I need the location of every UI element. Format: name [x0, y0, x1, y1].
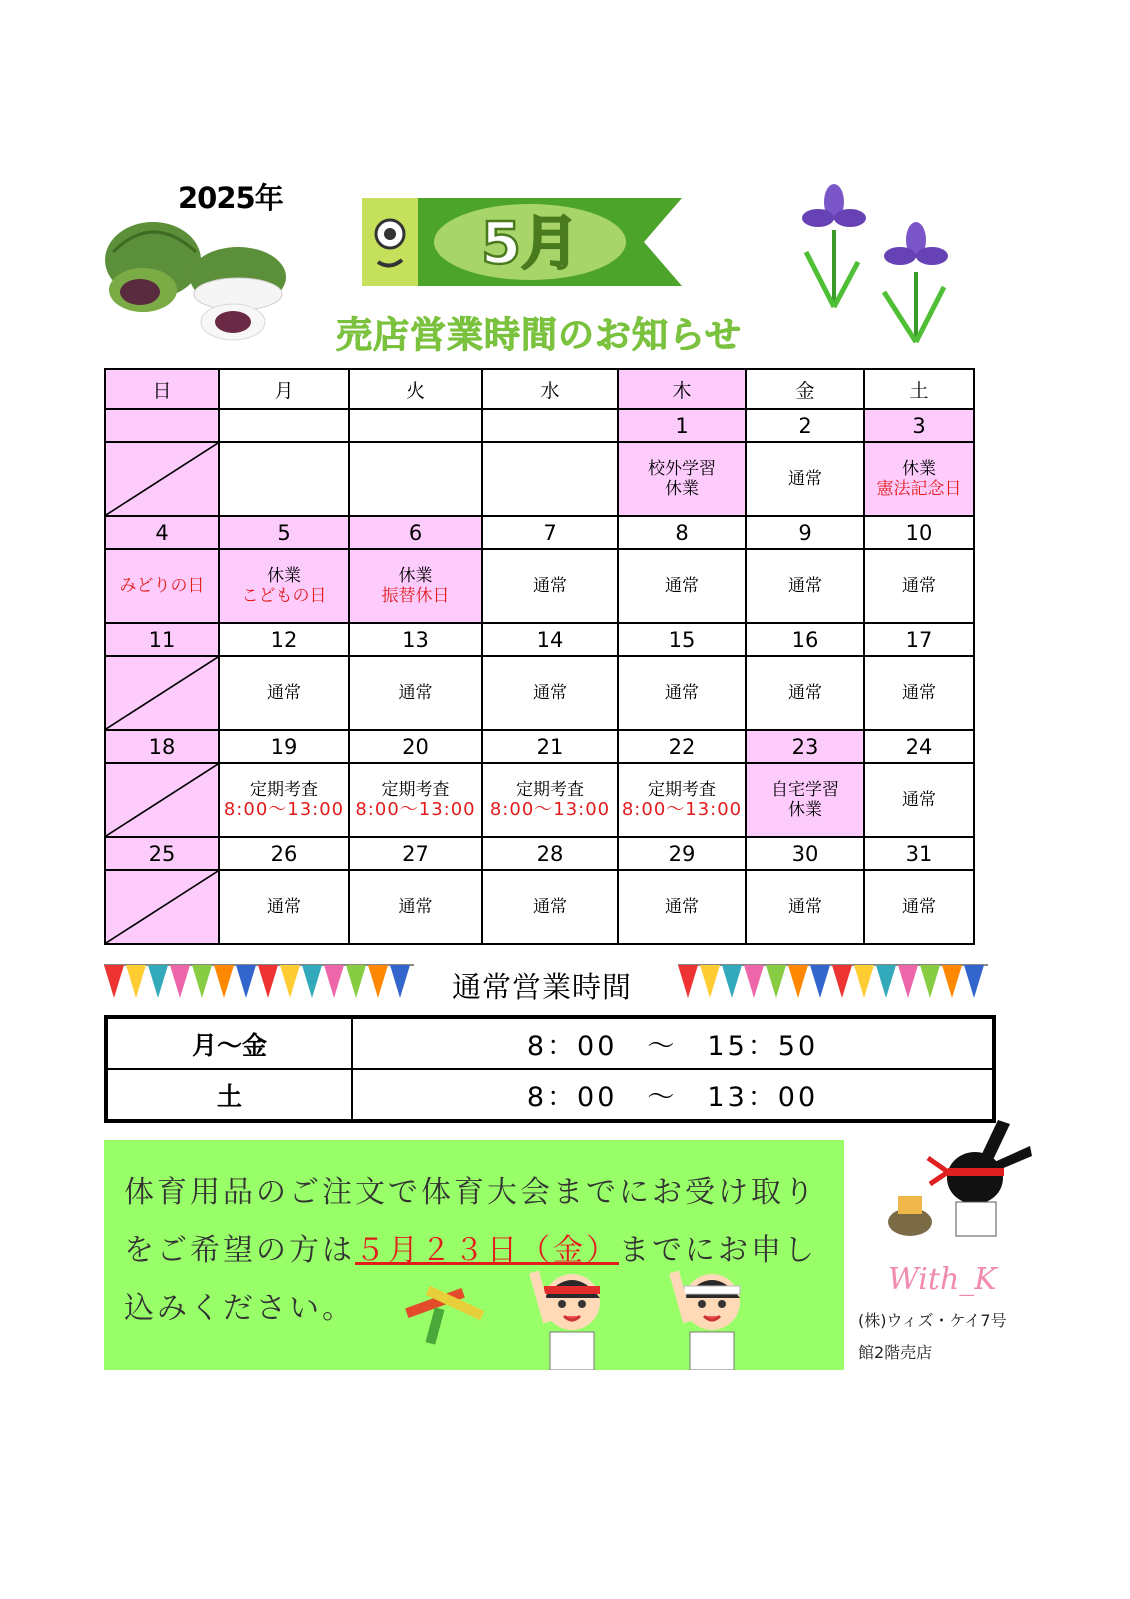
company-logo: With_K	[888, 1262, 997, 1297]
flag-icon	[390, 965, 410, 998]
month-label: 5月	[480, 209, 580, 277]
date-cell: 3	[864, 409, 974, 442]
status-cell	[618, 442, 746, 516]
status-cell	[618, 870, 746, 944]
student-cheering-icon-2	[664, 1262, 754, 1370]
bunting-flags-right	[678, 962, 988, 1002]
status-cell	[349, 870, 482, 944]
status-cell	[864, 656, 974, 730]
notice-after: までにお申し込みください。	[124, 1233, 817, 1326]
date-cell: 6	[349, 516, 482, 549]
kashiwa-mochi-icon	[98, 212, 298, 342]
flag-icon	[258, 965, 278, 998]
weekday-wed: 水	[482, 369, 618, 409]
status-cell	[746, 549, 864, 623]
status-cell	[219, 870, 349, 944]
status-row	[105, 870, 974, 944]
date-cell: 21	[482, 730, 618, 763]
hours-table	[104, 1015, 996, 1123]
date-cell	[482, 409, 618, 442]
status-line-2: 休業	[665, 479, 699, 499]
status-cell	[219, 763, 349, 837]
flag-icon	[302, 965, 322, 998]
notice-box	[104, 1140, 844, 1370]
flag-icon	[766, 965, 786, 998]
status-line-1: 通常	[398, 897, 433, 917]
status-cell	[482, 442, 618, 516]
status-line-1: 通常	[788, 897, 822, 917]
status-line-1: 休業	[267, 566, 301, 586]
calendar-table	[104, 368, 975, 945]
flag-icon	[192, 965, 212, 998]
status-cell	[219, 442, 349, 516]
status-line-1: 通常	[788, 469, 822, 489]
status-cell	[746, 656, 864, 730]
date-cell: 22	[618, 730, 746, 763]
status-line-1: 定期考査	[250, 780, 318, 800]
flag-icon	[368, 965, 388, 998]
status-cell	[105, 870, 219, 944]
date-cell: 23	[746, 730, 864, 763]
date-cell: 17	[864, 623, 974, 656]
status-line-1: 定期考査	[648, 780, 716, 800]
date-row	[105, 623, 974, 656]
diagonal-slash-icon	[106, 657, 218, 729]
date-cell: 1	[618, 409, 746, 442]
bunting-flags-left	[104, 962, 414, 1002]
flag-icon	[324, 965, 344, 998]
status-cell	[482, 656, 618, 730]
status-cell	[349, 763, 482, 837]
status-line-1: 通常	[267, 683, 301, 703]
status-line-2: 8:00～13:00	[355, 799, 476, 820]
status-line-1: 通常	[665, 683, 699, 703]
page-title: 売店営業時間のお知らせ	[336, 315, 742, 356]
status-cell	[482, 549, 618, 623]
status-cell	[219, 549, 349, 623]
date-cell: 24	[864, 730, 974, 763]
status-cell	[864, 870, 974, 944]
status-cell	[482, 763, 618, 837]
weekday-tue: 火	[349, 369, 482, 409]
status-row	[105, 656, 974, 730]
status-cell	[618, 656, 746, 730]
status-line-1: 通常	[788, 576, 822, 596]
flag-icon	[170, 965, 190, 998]
status-line-1: 休業	[902, 459, 936, 479]
status-line-1: 通常	[533, 576, 567, 596]
flag-icon	[810, 965, 830, 998]
status-cell	[482, 870, 618, 944]
weekday-thu: 木	[618, 369, 746, 409]
hours-row-saturday	[106, 1069, 994, 1121]
flag-icon	[920, 965, 940, 998]
status-cell	[349, 656, 482, 730]
date-cell: 20	[349, 730, 482, 763]
status-line-1: 通常	[533, 897, 567, 917]
date-cell: 14	[482, 623, 618, 656]
status-line-2: 憲法記念日	[876, 479, 962, 499]
status-cell	[349, 442, 482, 516]
date-row	[105, 516, 974, 549]
flag-icon	[876, 965, 896, 998]
date-row	[105, 837, 974, 870]
hours-value-saturday: 8：00 ～ 13：00	[352, 1069, 994, 1121]
date-cell: 25	[105, 837, 219, 870]
status-line-2: みどりの日	[119, 576, 205, 596]
status-line-1: 通常	[788, 683, 822, 703]
status-line-1: 定期考査	[516, 780, 584, 800]
date-cell: 9	[746, 516, 864, 549]
status-line-1: 通常	[533, 683, 567, 703]
date-cell: 29	[618, 837, 746, 870]
flag-icon	[700, 965, 720, 998]
date-cell	[219, 409, 349, 442]
flag-icon	[722, 965, 742, 998]
status-line-1: 校外学習	[648, 459, 716, 479]
rabbit-mascot-icon	[880, 1118, 1040, 1248]
status-line-1: 通常	[902, 897, 936, 917]
weekday-header-row	[105, 369, 974, 409]
status-line-1: 休業	[398, 566, 433, 586]
date-cell: 11	[105, 623, 219, 656]
date-cell	[349, 409, 482, 442]
date-cell: 10	[864, 516, 974, 549]
status-line-1: 通常	[902, 790, 936, 810]
status-line-2: 8:00～13:00	[621, 799, 743, 820]
iris-flower-icon	[796, 182, 956, 352]
date-cell	[105, 409, 219, 442]
weekday-sun: 日	[105, 369, 219, 409]
flag-icon	[788, 965, 808, 998]
company-info	[858, 1305, 1038, 1369]
notice-deadline: ５月２３日（金）	[355, 1233, 619, 1268]
date-cell: 27	[349, 837, 482, 870]
diagonal-slash-icon	[106, 443, 218, 515]
status-cell	[864, 763, 974, 837]
diagonal-slash-icon	[106, 871, 218, 943]
flag-icon	[346, 965, 366, 998]
date-cell: 31	[864, 837, 974, 870]
hours-label-weekday: 月～金	[106, 1017, 352, 1069]
status-cell	[618, 763, 746, 837]
date-cell: 26	[219, 837, 349, 870]
status-cell	[864, 442, 974, 516]
status-line-1: 通常	[665, 897, 699, 917]
date-cell: 15	[618, 623, 746, 656]
relay-baton-icon	[400, 1278, 490, 1348]
status-line-2: 8:00～13:00	[489, 799, 611, 820]
status-line-1: 通常	[902, 576, 936, 596]
flag-icon	[126, 965, 146, 998]
status-cell	[746, 442, 864, 516]
status-cell	[105, 763, 219, 837]
notice-before: 体育用品のご注文で体育大会までにお受け取りをご希望の方は	[124, 1175, 817, 1268]
flag-icon	[678, 965, 698, 998]
date-cell: 2	[746, 409, 864, 442]
date-cell: 19	[219, 730, 349, 763]
date-cell: 13	[349, 623, 482, 656]
flag-icon	[832, 965, 852, 998]
date-cell: 7	[482, 516, 618, 549]
date-cell: 28	[482, 837, 618, 870]
status-row	[105, 549, 974, 623]
date-cell: 18	[105, 730, 219, 763]
date-row	[105, 730, 974, 763]
weekday-mon: 月	[219, 369, 349, 409]
flag-icon	[898, 965, 918, 998]
date-cell: 8	[618, 516, 746, 549]
flag-icon	[744, 965, 764, 998]
date-cell: 4	[105, 516, 219, 549]
student-cheering-icon	[524, 1262, 614, 1370]
weekday-sat: 土	[864, 369, 974, 409]
status-cell	[618, 549, 746, 623]
status-line-2: 8:00～13:00	[223, 799, 345, 820]
status-cell	[105, 549, 219, 623]
status-line-1: 通常	[665, 576, 699, 596]
status-line-2: 休業	[788, 800, 822, 820]
date-cell: 12	[219, 623, 349, 656]
status-cell	[219, 656, 349, 730]
status-cell	[105, 656, 219, 730]
status-line-1: 通常	[902, 683, 936, 703]
flag-icon	[854, 965, 874, 998]
status-row	[105, 763, 974, 837]
flag-icon	[942, 965, 962, 998]
status-row	[105, 442, 974, 516]
date-cell: 16	[746, 623, 864, 656]
hours-value-weekday: 8：00 ～ 15：50	[352, 1017, 994, 1069]
status-line-2: こどもの日	[241, 586, 327, 606]
flag-icon	[280, 965, 300, 998]
status-line-1: 自宅学習	[771, 780, 839, 800]
date-row	[105, 409, 974, 442]
status-cell	[746, 763, 864, 837]
status-cell	[864, 549, 974, 623]
company-line-1: (株)ウィズ・ケイ7号	[858, 1311, 1007, 1330]
status-cell	[349, 549, 482, 623]
flag-icon	[964, 965, 984, 998]
flag-icon	[148, 965, 168, 998]
company-line-2: 館2階売店	[858, 1343, 933, 1362]
hours-row-weekday	[106, 1017, 994, 1069]
koinobori-banner	[362, 192, 692, 292]
status-line-2: 振替休日	[381, 586, 450, 606]
status-cell	[746, 870, 864, 944]
diagonal-slash-icon	[106, 764, 218, 836]
year-label: 2025年	[178, 181, 283, 215]
hours-title: 通常営業時間	[452, 970, 633, 1004]
status-line-1: 定期考査	[381, 780, 450, 800]
date-cell: 5	[219, 516, 349, 549]
date-cell: 30	[746, 837, 864, 870]
status-line-1: 通常	[267, 897, 301, 917]
weekday-fri: 金	[746, 369, 864, 409]
hours-label-saturday: 土	[106, 1069, 352, 1121]
flag-icon	[104, 965, 124, 998]
flag-icon	[236, 965, 256, 998]
status-line-1: 通常	[398, 683, 433, 703]
flag-icon	[214, 965, 234, 998]
status-cell	[105, 442, 219, 516]
